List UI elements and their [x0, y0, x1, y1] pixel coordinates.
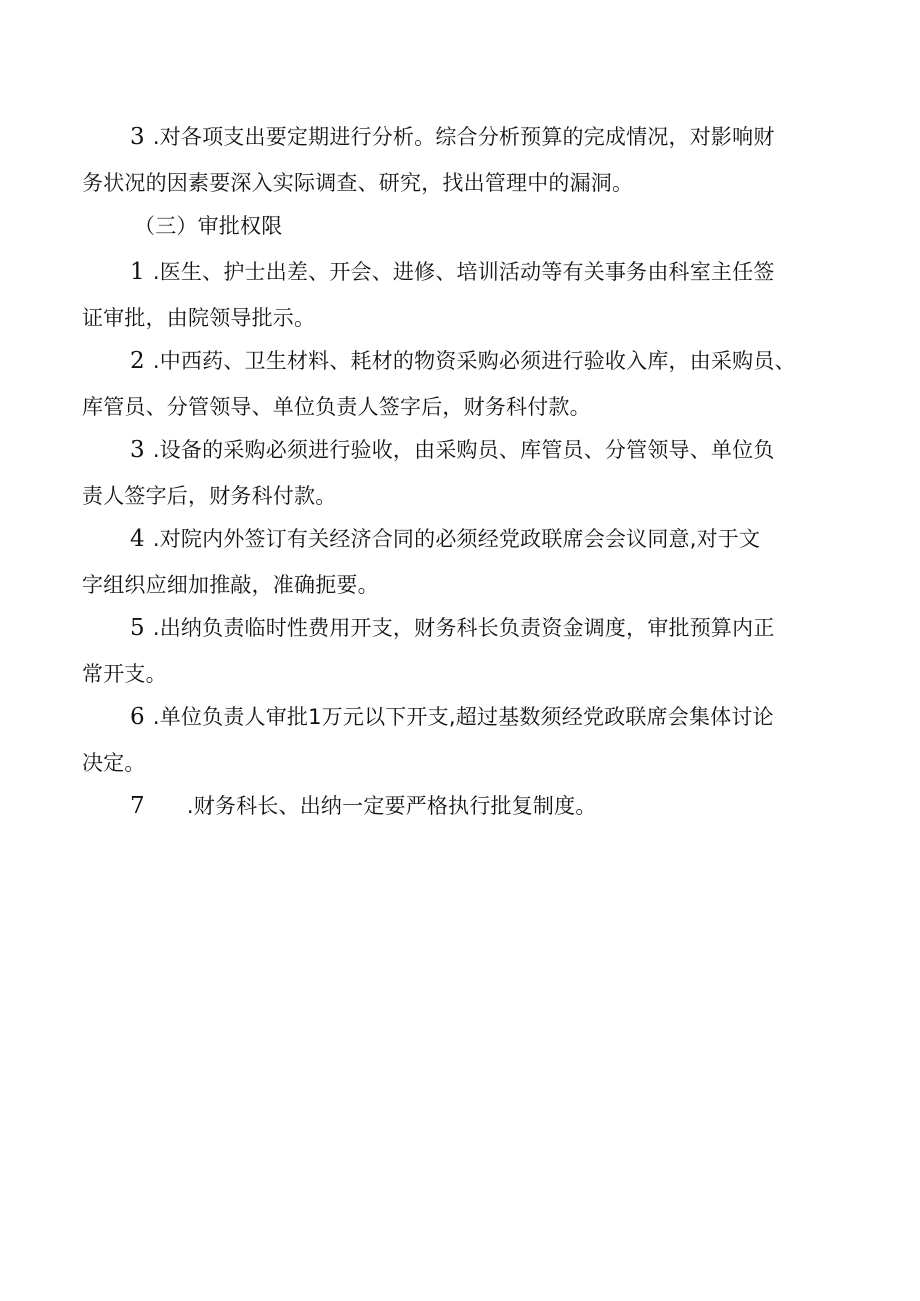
paragraph-line: 字组织应细加推敲，准确扼要。 [82, 573, 379, 597]
section-heading [82, 203, 842, 249]
paragraph-analysis [82, 114, 842, 206]
paragraph-line: .出纳负责临时性费用开支，财务科长负责资金调度，审批预算内正 [152, 616, 775, 640]
paragraph-line: .对各项支出要定期进行分析。综合分析预算的完成情况，对影响财 [152, 125, 775, 149]
paragraph-item-5 [82, 605, 842, 697]
item-number: 5 [130, 615, 145, 641]
item-number: 2 [130, 348, 145, 374]
paragraph-line: .设备的采购必须进行验收，由采购员、库管员、分管领导、单位负 [152, 438, 775, 462]
paragraph-item-3 [82, 427, 842, 519]
item-number: 7 [130, 793, 145, 819]
paragraph-line: .对院内外签订有关经济合同的必须经党政联席会会议同意,对于文 [152, 527, 761, 551]
paragraph-line: .单位负责人审批1万元以下开支,超过基数须经党政联席会集体讨论 [152, 705, 774, 729]
item-number: 6 [130, 704, 145, 730]
paragraph-line: .医生、护士出差、开会、进修、培训活动等有关事务由科室主任签 [152, 260, 775, 284]
section-heading-text: （三）审批权限 [134, 214, 283, 238]
paragraph-line: .财务科长、出纳一定要严格执行批复制度。 [186, 794, 597, 818]
paragraph-item-7 [82, 783, 842, 829]
item-number: 4 [130, 526, 145, 552]
paragraph-item-1 [82, 249, 842, 341]
paragraph-line: 证审批，由院领导批示。 [82, 306, 316, 330]
paragraph-item-2 [82, 338, 842, 430]
paragraph-item-6 [82, 694, 842, 786]
paragraph-line: 库管员、分管领导、单位负责人签字后，财务科付款。 [82, 395, 591, 419]
paragraph-line: 决定。 [82, 751, 146, 775]
item-number: 1 [130, 259, 145, 285]
paragraph-line: .中西药、卫生材料、耗材的物资采购必须进行验收入库，由采购员、 [152, 349, 796, 373]
paragraph-line: 常开支。 [82, 662, 167, 686]
paragraph-line: 务状况的因素要深入实际调查、研究，找出管理中的漏洞。 [82, 171, 634, 195]
item-number: 3 [130, 437, 145, 463]
paragraph-line: 责人签字后，财务科付款。 [82, 484, 337, 508]
item-number: 3 [130, 124, 145, 150]
paragraph-item-4 [82, 516, 842, 608]
